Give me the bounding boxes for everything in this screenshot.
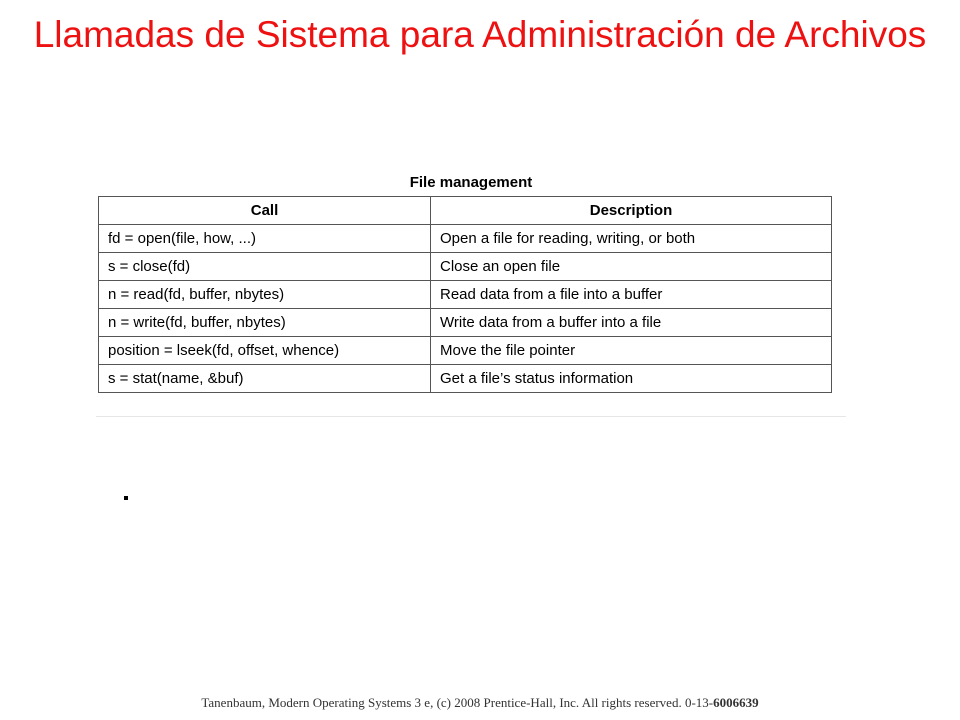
file-management-figure <box>96 172 846 417</box>
isbn-tail: 6006639 <box>713 695 759 710</box>
description-cell: Get a file’s status information <box>431 365 832 393</box>
table-row <box>99 225 832 253</box>
call-cell: s = stat(name, &buf) <box>99 365 431 393</box>
header-call: Call <box>99 197 431 225</box>
table-header-row <box>99 197 832 225</box>
bullet-dot <box>124 496 128 500</box>
table-row <box>99 281 832 309</box>
footer-citation <box>0 694 960 712</box>
description-cell: Close an open file <box>431 253 832 281</box>
call-cell: position = lseek(fd, offset, whence) <box>99 337 431 365</box>
header-description: Description <box>431 197 832 225</box>
description-cell: Read data from a file into a buffer <box>431 281 832 309</box>
slide-title: Llamadas de Sistema para Administración de Archivos <box>33 14 927 55</box>
description-cell: Write data from a buffer into a file <box>431 309 832 337</box>
table-row <box>99 337 832 365</box>
table-row <box>99 309 832 337</box>
table-caption: File management <box>409 174 533 191</box>
call-cell: n = write(fd, buffer, nbytes) <box>99 309 431 337</box>
description-cell: Open a file for reading, writing, or both <box>431 225 832 253</box>
citation-text: Tanenbaum, Modern Operating Systems 3 e, (c) 2008 Prentice-Hall, Inc. All rights reserved. 0-13- <box>201 695 714 710</box>
call-cell: s = close(fd) <box>99 253 431 281</box>
call-cell: fd = open(file, how, ...) <box>99 225 431 253</box>
table-row <box>99 365 832 393</box>
description-cell: Move the file pointer <box>431 337 832 365</box>
table-row <box>99 253 832 281</box>
file-management-table <box>98 196 832 393</box>
call-cell: n = read(fd, buffer, nbytes) <box>99 281 431 309</box>
